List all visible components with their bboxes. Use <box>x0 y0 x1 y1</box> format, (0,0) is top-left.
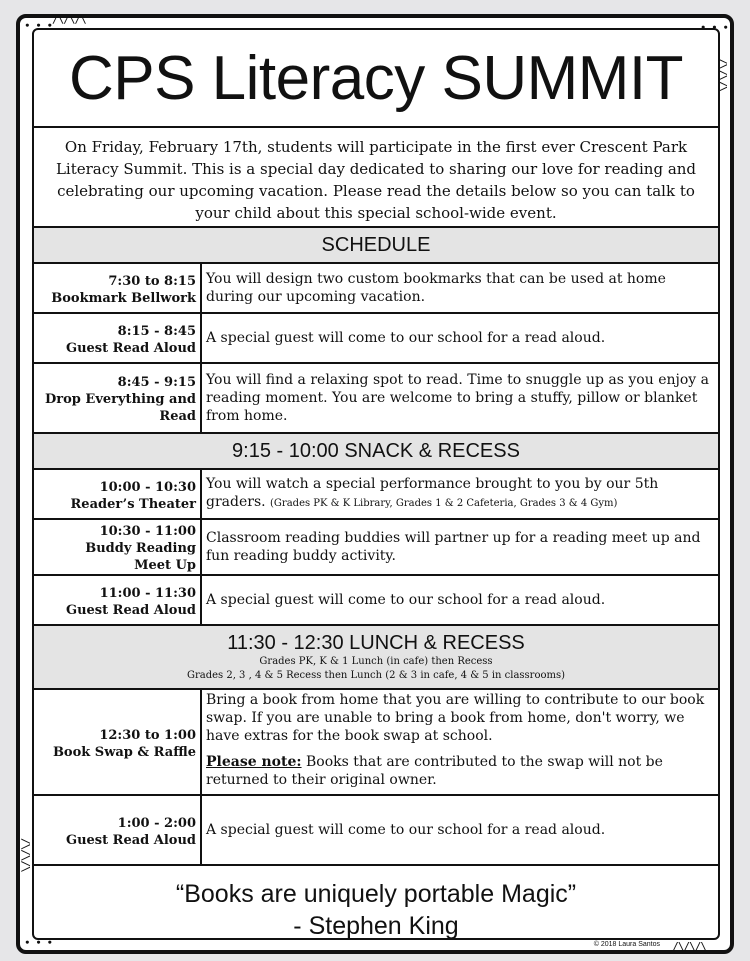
note-label: Please note: <box>206 754 302 770</box>
lunch-title: 11:30 - 12:30 LUNCH & RECESS <box>227 631 525 654</box>
row-activity: Guest Read Aloud <box>65 832 196 848</box>
row-description: Bring a book from home that you are willing to contribute to our book swap. If you are unable to bring a book from home, don't worry, we have extras for the book swap at school. <box>206 692 705 744</box>
note-text: Books that are contributed to the swap will not be returned to their original owner. <box>206 754 663 788</box>
row-location-note: (Grades PK & K Library, Grades 1 & 2 Cafeteria, Grades 3 & 4 Gym) <box>270 498 618 509</box>
copyright-text: © 2018 Laura Santos <box>593 941 660 948</box>
schedule-row <box>34 364 718 434</box>
dots-decoration: ∙ ∙ ∙ <box>24 936 53 949</box>
row-time-cell <box>34 796 202 864</box>
row-activity: Drop Everything and Read <box>45 392 196 424</box>
row-description: A special guest will come to our school for a read aloud. <box>206 592 606 608</box>
page-title: CPS Literacy SUMMIT <box>34 30 718 128</box>
row-time-cell <box>34 690 202 794</box>
zigzag-decoration: /\/\/\ <box>19 838 32 872</box>
row-time-cell <box>34 470 202 518</box>
schedule-header: SCHEDULE <box>34 228 718 264</box>
row-description: You will find a relaxing spot to read. Time to snuggle up as you enjoy a reading moment. You are welcome to bring a stuffy, pillow or blanket from home. <box>206 372 709 424</box>
zigzag-decoration: /\/\/\ <box>716 58 729 92</box>
row-time: 11:00 - 11:30 <box>99 585 196 601</box>
row-time: 7:30 to 8:15 <box>108 273 196 289</box>
row-description-cell <box>202 690 718 794</box>
schedule-row <box>34 796 718 866</box>
schedule-row <box>34 264 718 314</box>
row-time: 10:00 - 10:30 <box>99 479 196 495</box>
row-time: 8:15 - 8:45 <box>117 323 196 339</box>
row-description-cell <box>202 470 718 518</box>
lunch-recess-header <box>34 626 718 690</box>
lunch-line-2: Grades 2, 3 , 4 & 5 Recess then Lunch (2 & 3 in cafe, 4 & 5 in classrooms) <box>186 669 566 681</box>
schedule-row <box>34 470 718 520</box>
lunch-line-1: Grades PK, K & 1 Lunch (in cafe) then Recess <box>259 655 493 667</box>
row-activity: Book Swap & Raffle <box>52 744 196 760</box>
row-description: Classroom reading buddies will partner up for a reading meet up and fun reading buddy activity. <box>206 530 701 564</box>
row-description: You will watch a special performance brought to you by our 5th graders. <box>206 476 659 510</box>
schedule-row <box>34 314 718 364</box>
row-time: 12:30 to 1:00 <box>99 727 196 743</box>
flyer-page <box>16 14 734 954</box>
schedule-row <box>34 520 718 576</box>
quote-text: “Books are uniquely portable Magic” <box>175 880 577 908</box>
row-activity: Guest Read Aloud <box>65 340 196 356</box>
dots-decoration: ∙ ∙ ∙ <box>24 19 53 32</box>
row-activity: Buddy Reading Meet Up <box>85 541 196 573</box>
row-description: A special guest will come to our school for a read aloud. <box>206 330 606 346</box>
row-description: You will design two custom bookmarks that can be used at home during our upcoming vacation. <box>206 271 666 305</box>
row-time: 10:30 - 11:00 <box>99 524 196 539</box>
quote-author: - Stephen King <box>293 912 459 940</box>
closing-quote <box>34 878 718 940</box>
row-activity: Bookmark Bellwork <box>51 290 196 306</box>
row-time-cell <box>34 314 202 362</box>
row-description: A special guest will come to our school for a read aloud. <box>206 822 606 838</box>
flyer-frame <box>32 28 720 940</box>
row-time: 1:00 - 2:00 <box>117 815 196 831</box>
row-time-cell <box>34 576 202 624</box>
row-time-cell <box>34 364 202 432</box>
snack-recess-header: 9:15 - 10:00 SNACK & RECESS <box>34 434 718 470</box>
intro-paragraph: On Friday, February 17th, students will participate in the first ever Crescent Park Literacy Summit. This is a special day dedicated to sharing our love for reading and celebrating our upcoming vacation. Please read the details below so you can talk to your child about this special school-wide event. <box>34 128 718 228</box>
schedule-row <box>34 576 718 626</box>
zigzag-decoration: /\/\/\ <box>672 940 706 953</box>
dots-decoration: ∙ ∙ ∙ <box>699 21 728 34</box>
row-activity: Reader’s Theater <box>70 496 196 512</box>
note-paragraph <box>206 753 714 789</box>
row-time-cell <box>34 520 202 574</box>
row-time-cell <box>34 264 202 312</box>
zigzag-decoration: /\/\/\ <box>52 13 86 26</box>
schedule-row <box>34 690 718 796</box>
row-time: 8:45 - 9:15 <box>117 375 196 390</box>
row-activity: Guest Read Aloud <box>65 602 196 618</box>
